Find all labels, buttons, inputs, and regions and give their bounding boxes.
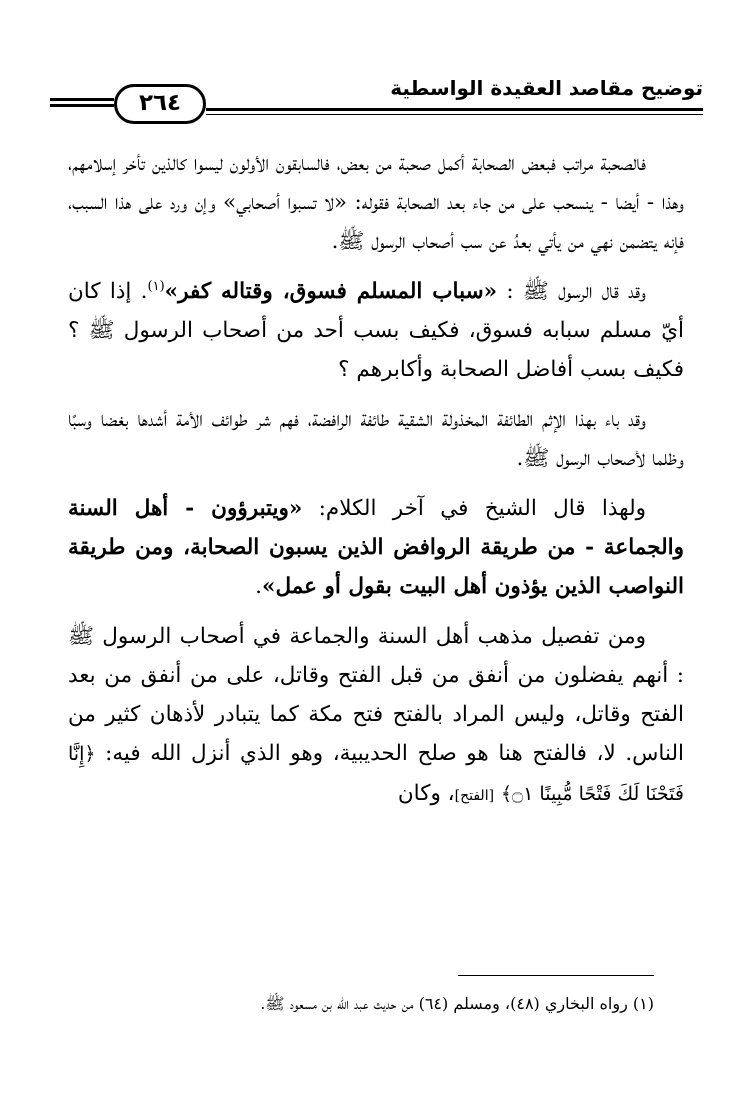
- paragraph-text: وقد قال الرسول ﷺ :: [497, 279, 647, 304]
- header-rule: [206, 108, 703, 115]
- paragraph-2: [68, 272, 684, 389]
- page-header: [48, 70, 703, 130]
- hadith-quote: «سباب المسلم فسوق، وقتاله كفر»: [164, 279, 498, 304]
- paragraph-text: . إذا كان أيّ مسلم سبابه فسوق، فكيف بسب أحد من أصحاب الرسول ﷺ ؟ فكيف بسب أفاضل الصحابة وأكابرهم ؟: [68, 279, 684, 382]
- paragraph-text: وقد باء بهذا الإثم الطائفة المخذولة الشقية طائفة الرافضة، فهم شر طوائف الأمة أشدها بغضا وسبًا وظلما لأصحاب الرسول ﷺ.: [68, 407, 684, 471]
- paragraph-4: [68, 489, 684, 606]
- paragraph-text: ولهذا قال الشيخ في آخر الكلام:: [302, 496, 647, 521]
- paragraph-1: [68, 144, 684, 261]
- footnote-marker: (١): [147, 278, 165, 294]
- paragraph-5: [68, 617, 684, 816]
- paragraph-3: [68, 400, 684, 478]
- paragraph-text: ، وكان: [397, 781, 455, 806]
- main-text: [68, 144, 684, 827]
- paragraph-text: فالصحبة مراتب فبعض الصحابة أكمل صحبة من بعض، فالسابقون الأولون ليسوا كالذين تأخر إسلامهم، وهذا - أيضا - ينسحب على من جاء بعد الصحابة فقوله: «لا تسبوا أصحابي» وإن ورد على هذا السبب، فإنه يتضمن نهي من يأتي بعدُ عن سب أصحاب الرسول ﷺ.: [68, 151, 684, 254]
- footnote: (١) رواه البخاري (٤٨)، ومسلم (٦٤) من حديث عبد الله بن مسعود ﷺ.: [260, 994, 654, 1013]
- quran-verse: ﴿إِنَّا فَتَحْنَا لَكَ فَتْحًا مُّبِينًا ۝١﴾: [68, 743, 684, 805]
- running-title: توضيح مقاصد العقيدة الواسطية: [390, 76, 703, 100]
- paragraph-text: .: [255, 574, 263, 599]
- sheikh-quote: «ويتبرؤون - أهل السنة والجماعة - من طريقة الروافض الذين يسبون الصحابة، ومن طريقة النواصب الذين يؤذون أهل البيت بقول أو عمل»: [68, 496, 684, 599]
- paragraph-text: ومن تفصيل مذهب أهل السنة والجماعة في أصحاب الرسول ﷺ : أنهم يفضلون من أنفق من قبل الفتح وقاتل، على من أنفق من بعد الفتح وقاتل، وليس المراد بالفتح فتح مكة كما يتبادر لأذهان كثير من الناس. لا، فالفتح هنا هو صلح الحديبية، وهو الذي أنزل الله فيه:: [68, 624, 684, 766]
- surah-reference: [الفتح]: [454, 788, 495, 804]
- footnote-rule: [458, 975, 654, 976]
- page-number-ornament: [50, 98, 114, 107]
- page-number: ٢٦٤: [114, 84, 206, 124]
